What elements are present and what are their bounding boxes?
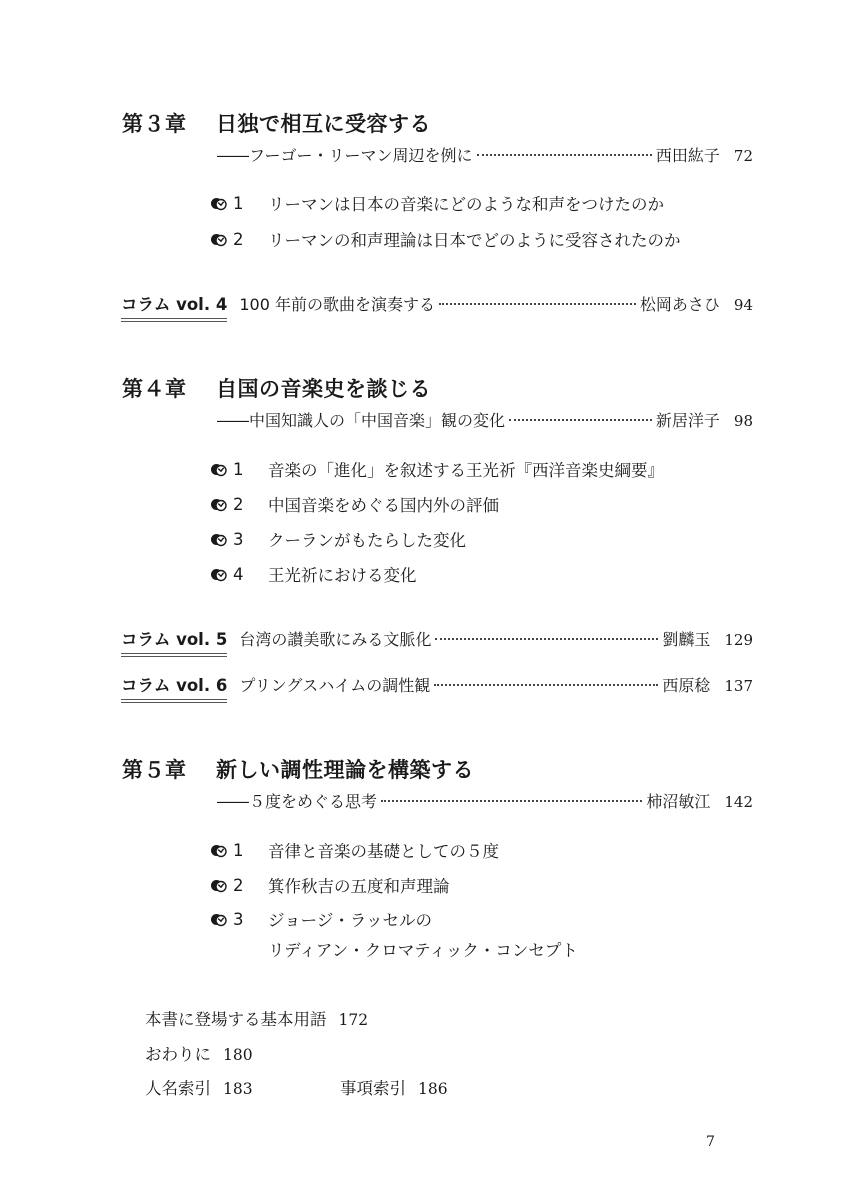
column-label: コラム vol. 6	[121, 672, 227, 696]
column-title: プリングスハイムの調性観	[239, 676, 431, 695]
section-number: 1	[233, 459, 244, 479]
section-item[interactable]	[210, 457, 664, 481]
section-number: 1	[233, 840, 244, 860]
section-item[interactable]	[210, 838, 499, 862]
chapter-heading	[122, 373, 431, 403]
backmatter-label: 事項索引	[340, 1079, 406, 1098]
leader-dots	[439, 303, 636, 305]
chapter-title: 日独で相互に受容する	[216, 112, 431, 136]
column-author: 劉麟玉	[662, 630, 711, 649]
page-number: 94	[733, 296, 753, 314]
section-title: クーランがもたらした変化	[268, 531, 466, 550]
section-title: 箕作秋吉の五度和声理論	[268, 877, 450, 896]
name-index-entry[interactable]	[145, 1075, 253, 1099]
page-number: 72	[733, 147, 753, 165]
section-number: 2	[233, 875, 244, 895]
section-title-continuation: リディアン・クロマティック・コンセプト	[268, 941, 578, 960]
chapter-number: 第３章	[122, 112, 187, 136]
section-item[interactable]	[210, 873, 450, 897]
chapter-number: 第４章	[122, 377, 187, 401]
section-number: 3	[233, 529, 244, 549]
page-number: 172	[338, 1011, 369, 1029]
overlapping-circles-icon	[210, 231, 227, 248]
chapter-subtitle: ――中国知識人の「中国音楽」観の変化	[217, 411, 506, 430]
overlapping-circles-icon	[210, 195, 227, 212]
overlapping-circles-icon	[210, 911, 227, 928]
section-item[interactable]	[210, 492, 499, 516]
column-author: 西原稔	[662, 676, 711, 695]
overlapping-circles-icon	[210, 877, 227, 894]
subject-index-entry[interactable]	[340, 1075, 448, 1099]
backmatter-label: おわりに	[145, 1045, 211, 1064]
page-number: 142	[724, 793, 753, 811]
leader-dots	[434, 684, 658, 686]
overlapping-circles-icon	[210, 531, 227, 548]
column-label: コラム vol. 4	[121, 291, 227, 315]
section-item[interactable]	[210, 907, 432, 931]
overlapping-circles-icon	[210, 496, 227, 513]
chapter-author: 柿沼敏江	[646, 792, 711, 811]
chapter-author: 新居洋子	[655, 411, 720, 430]
section-item[interactable]	[210, 191, 664, 215]
chapter-subtitle: ――５度をめぐる思考	[217, 792, 378, 811]
chapter-subtitle-row[interactable]	[217, 408, 753, 430]
section-title: リーマンの和声理論は日本でどのように受容されたのか	[268, 231, 681, 250]
leader-dots	[381, 800, 642, 802]
section-title: 音律と音楽の基礎としての５度	[268, 842, 499, 861]
backmatter-label: 人名索引	[145, 1079, 211, 1098]
section-item[interactable]	[210, 227, 681, 251]
column-author: 松岡あさひ	[639, 295, 720, 314]
backmatter-label: 本書に登場する基本用語	[145, 1010, 327, 1029]
section-number: 2	[233, 494, 244, 514]
chapter-subtitle: ――フーゴー・リーマン周辺を例に	[217, 146, 473, 165]
page-number: 180	[223, 1046, 253, 1064]
column-entry[interactable]	[121, 626, 753, 650]
section-number: 4	[233, 564, 244, 584]
page-number: 186	[418, 1080, 448, 1098]
page-number: 98	[733, 412, 753, 430]
column-entry[interactable]	[121, 291, 753, 315]
page-number: 137	[724, 677, 753, 695]
section-title: 王光祈における変化	[268, 566, 417, 585]
chapter-heading	[122, 754, 474, 784]
section-title: 音楽の「進化」を叙述する王光祈『西洋音楽史綱要』	[268, 461, 664, 480]
chapter-title: 新しい調性理論を構築する	[216, 758, 474, 782]
leader-dots	[435, 638, 658, 640]
section-title: リーマンは日本の音楽にどのような和声をつけたのか	[268, 195, 664, 214]
glossary-entry[interactable]	[145, 1006, 368, 1030]
chapter-author: 西田紘子	[655, 146, 720, 165]
section-item[interactable]	[210, 562, 417, 586]
leader-dots	[509, 419, 652, 421]
overlapping-circles-icon	[210, 566, 227, 583]
section-number: 1	[233, 193, 244, 213]
overlapping-circles-icon	[210, 461, 227, 478]
chapter-subtitle-row[interactable]	[217, 789, 753, 811]
column-label: コラム vol. 5	[121, 626, 227, 650]
chapter-number: 第５章	[122, 758, 187, 782]
afterword-entry[interactable]	[145, 1041, 253, 1065]
section-number: 3	[233, 909, 244, 929]
page-number: 129	[724, 631, 753, 649]
page-number: 183	[223, 1080, 253, 1098]
page-folio: 7	[706, 1134, 715, 1150]
column-entry[interactable]	[121, 672, 753, 696]
chapter-subtitle-row[interactable]	[217, 143, 753, 165]
leader-dots	[477, 154, 652, 156]
section-number: 2	[233, 229, 244, 249]
chapter-heading	[122, 108, 431, 138]
section-item[interactable]	[210, 527, 466, 551]
chapter-title: 自国の音楽史を談じる	[216, 377, 431, 401]
column-title: 台湾の讃美歌にみる文脈化	[239, 630, 432, 649]
column-title: 100 年前の歌曲を演奏する	[239, 295, 435, 314]
overlapping-circles-icon	[210, 842, 227, 859]
section-title: ジョージ・ラッセルの	[268, 911, 433, 930]
section-title: 中国音楽をめぐる国内外の評価	[268, 496, 499, 515]
